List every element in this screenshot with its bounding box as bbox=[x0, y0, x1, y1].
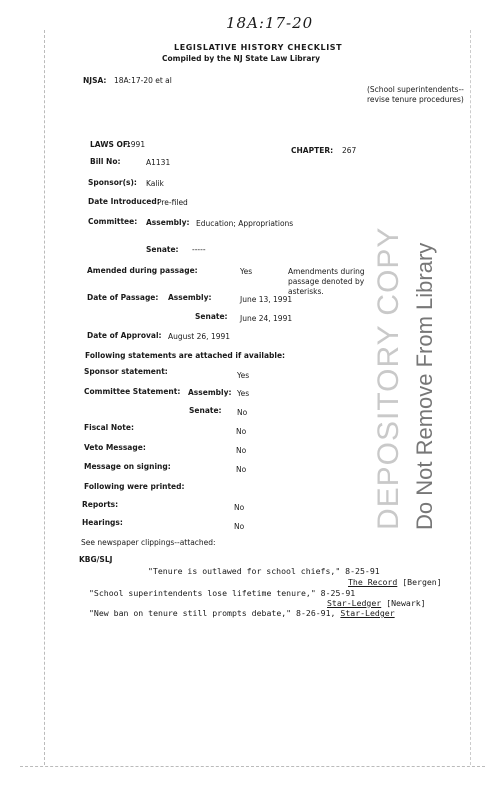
bill-no-label: Bill No: bbox=[90, 157, 121, 166]
statements-heading: Following statements are attached if available: bbox=[85, 351, 286, 360]
library-stamp bbox=[372, 227, 438, 530]
do-not-remove-stamp: Do Not Remove From Library bbox=[412, 242, 437, 530]
hearings-label: Hearings: bbox=[82, 518, 123, 527]
approval-label: Date of Approval: bbox=[87, 331, 162, 340]
sponsor-statement-value: Yes bbox=[237, 371, 250, 380]
veto-message-value: No bbox=[236, 446, 247, 455]
njsa-value: 18A:17-20 et al bbox=[114, 76, 172, 85]
document-title: LEGISLATIVE HISTORY CHECKLIST bbox=[174, 43, 343, 52]
approval-value: August 26, 1991 bbox=[168, 332, 231, 341]
committee-statement-label: Committee Statement: bbox=[84, 387, 181, 396]
document-subtitle: Compiled by the NJ State Law Library bbox=[162, 54, 320, 63]
committee-senate-value: ----- bbox=[192, 245, 206, 254]
hearings-value: No bbox=[234, 522, 245, 531]
clipping-3-title: "New ban on tenure still prompts debate," 8-26-91, bbox=[89, 608, 336, 618]
depository-copy-stamp: DEPOSITORY COPY bbox=[372, 226, 405, 530]
passage-senate-label: Senate: bbox=[195, 312, 228, 321]
clipping-1-source-line bbox=[348, 577, 442, 587]
sponsor-value: Kalik bbox=[146, 179, 164, 188]
committee-statement-assembly-label: Assembly: bbox=[188, 388, 232, 397]
committee-senate-label: Senate: bbox=[146, 245, 179, 254]
bill-no-value: A1131 bbox=[146, 158, 171, 167]
clipping-2-source: Star-Ledger bbox=[327, 598, 382, 608]
committee-assembly-value: Education; Appropriations bbox=[196, 219, 294, 228]
clipping-3-line bbox=[89, 608, 395, 618]
signing-message-value: No bbox=[236, 465, 247, 474]
committee-label: Committee: bbox=[88, 217, 138, 226]
passage-senate-value: June 24, 1991 bbox=[240, 314, 293, 323]
bottom-edge-rule bbox=[20, 766, 485, 767]
left-margin-rule bbox=[44, 30, 45, 765]
laws-of-value: 1991 bbox=[126, 140, 146, 149]
initials: KBG/SLJ bbox=[79, 555, 113, 564]
printed-heading: Following were printed: bbox=[84, 482, 185, 491]
reports-label: Reports: bbox=[82, 500, 119, 509]
clipping-1-source: The Record bbox=[348, 577, 398, 587]
njsa-label: NJSA: bbox=[83, 76, 107, 85]
committee-statement-assembly-value: Yes bbox=[237, 389, 250, 398]
reports-value: No bbox=[234, 503, 245, 512]
clipping-3-source: Star-Ledger bbox=[340, 608, 395, 618]
sponsor-statement-label: Sponsor statement: bbox=[84, 367, 168, 376]
date-introduced-value: Pre-filed bbox=[157, 198, 188, 207]
signing-message-label: Message on signing: bbox=[84, 462, 171, 471]
fiscal-note-label: Fiscal Note: bbox=[84, 423, 134, 432]
right-margin-rule bbox=[470, 30, 471, 765]
sponsor-label: Sponsor(s): bbox=[88, 178, 137, 187]
passage-assembly-label: Assembly: bbox=[168, 293, 212, 302]
committee-statement-senate-label: Senate: bbox=[189, 406, 222, 415]
chapter-value: 267 bbox=[342, 146, 357, 155]
chapter-label: CHAPTER: bbox=[291, 146, 334, 155]
date-introduced-label: Date Introduced: bbox=[88, 197, 160, 206]
clipping-1-title: "Tenure is outlawed for school chiefs," 8-25-91 bbox=[148, 566, 380, 576]
passage-label: Date of Passage: bbox=[87, 293, 159, 302]
committee-statement-senate-value: No bbox=[237, 408, 248, 417]
handwritten-header: 18A:17-20 bbox=[226, 14, 314, 32]
veto-message-label: Veto Message: bbox=[84, 443, 146, 452]
clipping-2-place: [Newark] bbox=[386, 598, 426, 608]
laws-of-label: LAWS OF: bbox=[90, 140, 131, 149]
clipping-2-title: "School superintendents lose lifetime tenure," 8-25-91 bbox=[89, 588, 356, 598]
clipping-1-place: [Bergen] bbox=[402, 577, 442, 587]
passage-assembly-value: June 13, 1991 bbox=[240, 295, 293, 304]
fiscal-note-value: No bbox=[236, 427, 247, 436]
bill-description: (School superintendents--revise tenure procedures) bbox=[367, 85, 464, 104]
amended-note: Amendments during passage denoted by asterisks. bbox=[288, 267, 365, 296]
clipping-2-source-line bbox=[327, 598, 426, 608]
committee-assembly-label: Assembly: bbox=[146, 218, 190, 227]
amended-value: Yes bbox=[240, 267, 253, 276]
amended-label: Amended during passage: bbox=[87, 266, 198, 275]
clippings-note: See newspaper clippings--attached: bbox=[81, 538, 216, 547]
